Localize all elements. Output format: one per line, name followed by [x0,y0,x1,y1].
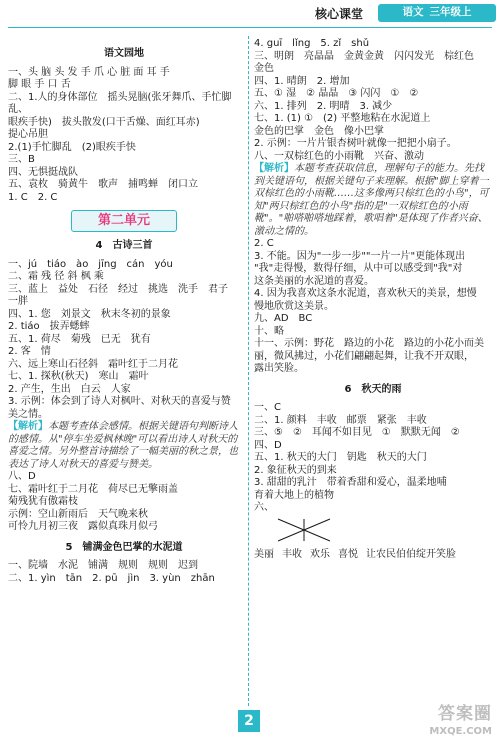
answer-line: 2. 示例：一片片银杏树叶就像一把把小扇子。 [254,138,457,149]
analysis-text: 本题考查体会感情。根据关键语句判断诗人的感情。从"停车坐爱枫林晚"可以看出诗人对秋天的喜爱之情。另外整首诗描绘了一幅美丽的秋之景，也表达了诗人对秋天的喜爱与赞美。 [8,421,238,470]
answer-line: 示例：空山新雨后 天气晚来秋 [8,508,148,520]
answer-line: 十、略 [254,325,284,337]
answer-line: 一、C [254,402,281,413]
answer-line: 十一、示例：野花 路边的小花 路边的小花小而美 [254,338,484,349]
answer-line: 金色的巴掌 金色 像小巴掌 [254,125,384,137]
answer-list-lesson5 [8,560,240,585]
answer-line: 菊残犹有傲霜枝 [8,496,78,507]
answer-list-right-a [254,38,492,163]
unit-title: 第二单元 [71,210,177,232]
answer-line: 三、明朗 亮晶晶 金黄金黄 闪闪发光 棕红色 [254,50,474,62]
answer-line: 四、无惧挺战队 [8,166,78,178]
answer-line: 可怜九月初三夜 露似真珠月似弓 [8,521,158,532]
watermark-logo-text: 答案圈 [438,704,492,725]
answer-line: 五、1. 荷尽 菊残 已无 犹有 [8,333,151,345]
analysis-tag: 【解析】 [8,421,48,432]
lesson-4-title: 4 古诗三首 [95,240,153,251]
right-column [254,38,492,702]
page-number: 2 [238,710,260,732]
answer-line: 2. C [254,238,274,249]
answer-line: 提心吊胆 [8,129,48,140]
header-rule [8,27,492,28]
answer-line: 七、1. 探秋(秋天) 寒山 霜叶 [8,371,149,382]
answer-list-after [8,471,240,534]
watermark [416,704,492,738]
watermark-url: MXQE.COM [429,725,492,737]
answer-line: 二、霜 残 径 斜 枫 乘 [8,271,104,282]
analysis-paragraph [8,421,240,471]
left-column [8,38,240,702]
answer-line: 七、1. (1) ① (2) 平整地粘在水泥道上 [254,113,431,124]
matching-word: 丰收 [282,549,302,560]
answer-list-garden [8,67,240,205]
answer-line: 丽，微风拂过，小花们翩翩起舞，让我不开双眼， [254,350,474,362]
answer-list-lesson6 [254,402,492,502]
answer-line: 露出笑脸。 [254,363,304,374]
answer-line: 美之情。 [8,408,48,420]
badge-grade: 三年级上 [429,6,472,19]
answer-line: 三、蓝上 益处 石径 经过 挑选 洗手 君子 [8,283,228,295]
badge-subject: 语文 [402,6,424,19]
answer-line: 一、jú tiáo ào jīng cán yóu [8,258,173,270]
answer-line: 4. 因为我喜欢这条水泥道，喜欢秋天的美景，想慢 [254,288,477,299]
lesson-5-title: 5 铺满金色巴掌的水泥道 [65,541,183,553]
answer-line: 四、D [254,439,282,451]
column-divider [248,36,249,706]
answer-line: 金色 [254,63,274,74]
answer-line: 2. tiáo 拔弄蟋蟀 [8,321,90,332]
answer-line: 3. 甜甜的乳汁 带着香甜和爱心，温柔地哺 [254,477,447,488]
answer-line: 1. C 2. C [8,191,58,203]
answer-line: 一、头 脑 头 发 手 爪 心 脏 面 耳 手 [8,66,170,78]
matching-word: 喜悦 [338,549,358,560]
answer-line: 3. 示例：体会到了诗人对枫叶、对秋天的喜爱与赞 [8,396,231,407]
answer-line: 3. 不能。因为"一步一步""一片一片"更能体现出 [254,250,466,262]
answer-list-lesson4 [8,259,240,422]
lesson-6-title: 6 秋天的雨 [344,383,402,395]
answer-line: 2.(1)手忙脚乱 (2)眼疾手快 [8,141,136,153]
answer-line: 一胖 [8,296,28,307]
brand-title: 核心课堂 [315,7,364,21]
matching-words-row [254,549,492,562]
answer-line: 一、院墙 水泥 铺满 规则 规则 迟到 [8,560,198,571]
subject-grade-badge [378,4,496,22]
answer-line: 八、一双棕红色的小雨靴 兴奋、激动 [254,150,424,162]
answer-line: 四、1. 您 刘景文 秋末冬初的景象 [8,308,171,320]
answer-list-right-b [254,238,492,376]
answer-line: 育着大地上的植物 [254,489,334,501]
answer-line: 2. 象征秋天的到来 [254,464,337,476]
answer-line: 六、1. 排列 2. 明晴 3. 减少 [254,100,393,112]
analysis-tag-right: 【解析】 [254,163,294,174]
answer-line: 二、1. 颜料 丰收 邮票 紧张 丰收 [254,414,427,426]
answer-line: 八、D [8,471,36,482]
analysis-paragraph-right [254,163,492,238]
answer-line: 三、⑤ ② 耳闻不如目见 ① 默默无闻 ② [254,427,460,438]
matching-word: 美丽 [254,549,274,560]
answer-line: 脚 眼 手 口 舌 [8,79,71,90]
matching-label: 六、 [254,502,274,513]
answer-line: 二、1. yìn tān 2. pū jìn 3. yùn zhān [8,572,215,584]
answer-line: 眼疾手快) 拔头散发(口干舌燥、面红耳赤) [8,116,200,128]
answer-line: 五、袁枚 骑黄牛 歌声 捕鸣蝉 闭口立 [8,179,198,190]
answer-line: 这条美丽的水泥道的喜爱。 [254,275,374,287]
answer-line: 六、远上寒山石径斜 霜叶红于二月花 [8,358,178,370]
matching-word: 让农民伯伯绽开笑脸 [366,549,456,560]
analysis-text-right: 本题考查获取信息，理解句子的能力。先找到关键语句，根据关键句子来理解。根据"脚上穿着一双棕红色的小雨靴……这多像两只棕红色的小鸟"，可知"两只棕红色的小鸟"指的是"一双棕红色的小雨靴"。"啪嗒啪嗒地踩着，歌唱着"是体现了作者兴奋、激动之情的。 [254,163,489,237]
answer-line: 五、1. 秋天的大门 钥匙 秋天的大门 [254,452,427,463]
answer-line: 四、1. 晴朗 2. 增加 [254,75,350,87]
answer-line: 九、AD BC [254,313,313,324]
matching-lines-diagram [274,517,334,543]
answer-line: 三、B [8,154,35,165]
answer-line: 2. 产生，生出 白云 人家 [8,383,131,395]
answer-line: 2. 客 情 [8,346,51,357]
answer-line: 五、① 湿 ② 晶晶 ③ 闪闪 ① ② [254,88,419,99]
answer-line: 二、1.人的身体部位 摇头晃脑(张牙舞爪、手忙脚乱、 [8,91,232,115]
answer-line: "我"走得慢，数得仔细，从中可以感受到"我"对 [254,263,463,274]
section-title: 语文园地 [104,48,144,59]
answer-line: 慢地欣赏这美景。 [254,300,334,312]
answer-line: 七、霜叶红于二月花 荷尽已无擎雨盖 [8,483,178,495]
answer-line: 4. guī lǐng 5. zǐ shǔ [254,38,370,49]
matching-word: 欢乐 [310,549,330,560]
